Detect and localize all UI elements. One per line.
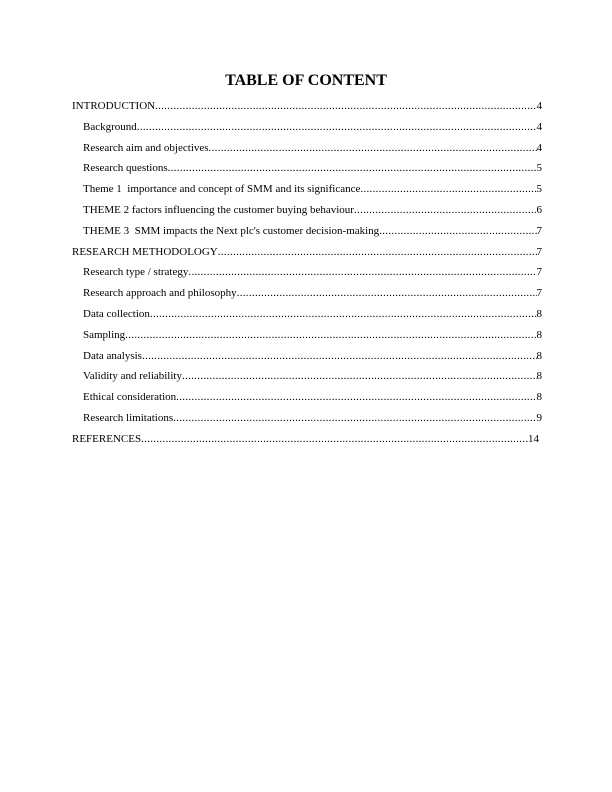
toc-entry-theme-2[interactable] <box>72 200 542 221</box>
toc-entry-research-aim[interactable] <box>72 138 542 159</box>
toc-entry-label: Research aim and objectives <box>83 141 209 154</box>
toc-entry-label: INTRODUCTION <box>72 100 156 112</box>
dot-leader <box>188 262 536 283</box>
toc-entry-page-number: 5 <box>536 162 542 175</box>
toc-entry-page-number: 6 <box>536 203 542 216</box>
toc-entry-label: Research approach and philosophy <box>83 287 237 300</box>
toc-entry-page-number: 8 <box>536 307 542 320</box>
dot-leader <box>182 366 537 387</box>
table-of-contents <box>72 96 542 450</box>
toc-entry-label: Research limitations <box>83 411 174 424</box>
dot-leader <box>354 200 537 221</box>
toc-entry-research-approach[interactable] <box>72 283 542 304</box>
toc-entry-introduction[interactable] <box>72 96 542 117</box>
dot-leader <box>137 117 537 138</box>
toc-entry-label: Research type / strategy <box>83 266 189 279</box>
dot-leader <box>142 346 537 367</box>
dot-leader <box>379 221 536 242</box>
toc-entry-label: RESEARCH METHODOLOGY <box>72 245 218 258</box>
dot-leader <box>237 283 537 304</box>
toc-entry-background[interactable] <box>72 117 542 138</box>
dot-leader <box>218 242 537 263</box>
dot-leader <box>209 138 537 159</box>
toc-entry-page-number: 7 <box>536 287 542 300</box>
toc-entry-page-number: 8 <box>536 349 542 362</box>
toc-entry-label: Data collection <box>83 307 150 320</box>
dot-leader <box>150 304 537 325</box>
toc-entry-label: Theme 1 importance and concept of SMM and its significance <box>83 183 361 196</box>
toc-entry-page-number: 4 <box>536 120 542 133</box>
dot-leader <box>168 158 537 179</box>
dot-leader <box>125 325 536 346</box>
toc-entry-sampling[interactable] <box>72 325 542 346</box>
toc-entry-references[interactable] <box>72 429 539 450</box>
toc-entry-label: Data analysis <box>83 349 142 362</box>
toc-entry-data-analysis[interactable] <box>72 346 542 367</box>
dot-leader <box>173 408 536 429</box>
toc-entry-research-type[interactable] <box>72 262 542 283</box>
toc-entry-page-number: 8 <box>536 328 542 341</box>
toc-entry-page-number: 8 <box>536 370 542 383</box>
toc-entry-label: REFERENCES <box>72 432 142 445</box>
toc-entry-page-number: 7 <box>536 224 542 237</box>
dot-leader <box>141 429 528 450</box>
toc-entry-research-methodology[interactable] <box>72 242 542 263</box>
toc-entry-label: Research questions <box>83 162 168 175</box>
toc-title: TABLE OF CONTENT <box>225 72 387 89</box>
toc-entry-research-questions[interactable] <box>72 158 542 179</box>
dot-leader <box>155 96 536 117</box>
toc-entry-label: THEME 3 SMM impacts the Next plc's customer decision-making <box>83 224 380 237</box>
toc-entry-label: Sampling <box>83 328 126 341</box>
toc-entry-ethical-consideration[interactable] <box>72 387 542 408</box>
toc-entry-page-number: 5 <box>536 183 542 196</box>
toc-entry-label: Ethical consideration <box>83 391 177 404</box>
toc-entry-page-number: 4 <box>536 100 542 112</box>
toc-entry-page-number: 7 <box>536 245 542 258</box>
toc-entry-data-collection[interactable] <box>72 304 542 325</box>
toc-entry-label: Background <box>83 120 137 133</box>
toc-entry-page-number: 8 <box>536 391 542 404</box>
toc-entry-theme-3[interactable] <box>72 221 542 242</box>
toc-entry-page-number: 14 <box>528 432 539 445</box>
toc-entry-theme-1[interactable] <box>72 179 542 200</box>
toc-entry-label: Validity and reliability <box>83 370 182 383</box>
toc-entry-page-number: 7 <box>536 266 542 279</box>
toc-entry-research-limitations[interactable] <box>72 408 542 429</box>
dot-leader <box>176 387 536 408</box>
toc-entry-validity[interactable] <box>72 366 542 387</box>
toc-entry-page-number: 4 <box>536 141 542 154</box>
toc-entry-page-number: 9 <box>536 411 542 424</box>
dot-leader <box>360 179 536 200</box>
toc-entry-label: THEME 2 factors influencing the customer buying behaviour <box>83 203 354 216</box>
